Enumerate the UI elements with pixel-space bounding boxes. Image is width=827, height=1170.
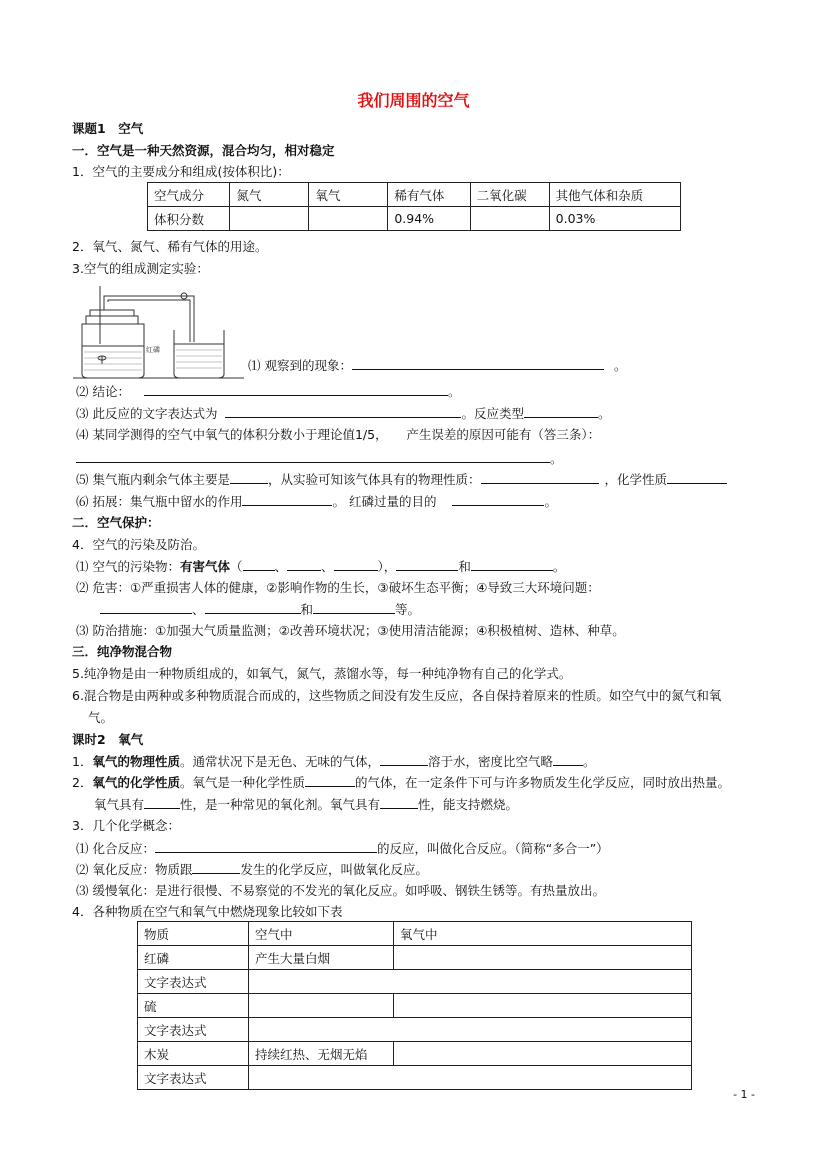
item-text: 氧气的化学性质: [92, 775, 180, 790]
item-3-expression: [76, 404, 611, 423]
table-cell: 其他气体和杂质: [549, 183, 680, 207]
section1-heading: 一．空气是一种天然资源，混合均匀，相对稳定: [72, 143, 335, 158]
item-text: 的气体，在一定条件下可与许多物质发生化学反应，同时放出热量。: [354, 775, 730, 790]
table-cell[interactable]: [249, 1018, 692, 1042]
table-cell[interactable]: [249, 994, 394, 1018]
table-row: [138, 1066, 692, 1090]
item-text: 性，是一种常见的氧化剂。氧气具有: [180, 797, 381, 812]
table-cell: 文字表达式: [138, 970, 249, 994]
oxygen-property-line: [94, 795, 518, 814]
table-cell[interactable]: [394, 994, 692, 1018]
item-text: 。: [583, 754, 596, 769]
item-text: 。反应类型: [461, 406, 524, 421]
table-cell: 氧气中: [394, 922, 692, 946]
table-cell: 0.94%: [388, 207, 470, 231]
table-cell[interactable]: [249, 1066, 692, 1090]
item-4-error: ⑷ 某同学测得的空气中氧气的体积分数小于理论值1/5， 产生误差的原因可能有（答三条）：: [76, 427, 601, 442]
item-text: 。氧气是一种化学性质: [179, 775, 305, 790]
answer-blank[interactable]: [524, 404, 598, 418]
item-text: ，从实验可知该气体具有的物理性质：: [267, 472, 481, 487]
page-title: 我们周围的空气: [357, 91, 470, 110]
combination-reaction-line: [76, 839, 609, 858]
table-cell: 持续红热、无烟无焰: [249, 1042, 394, 1066]
table-row: [148, 207, 681, 231]
item-text: 、: [321, 559, 334, 574]
answer-blank[interactable]: [471, 557, 553, 571]
harm-line: ⑵ 危害：①严重损害人体的健康，②影响作物的生长，③破坏生态平衡；④导致三大环境问题：: [76, 580, 600, 595]
item-text: 和: [458, 559, 471, 574]
pollutants-line: [76, 557, 565, 576]
table-cell[interactable]: [394, 1042, 692, 1066]
table-cell: 0.03%: [549, 207, 680, 231]
table-cell[interactable]: [249, 970, 692, 994]
table-row: [138, 922, 692, 946]
oxygen-physical-line: [72, 752, 596, 771]
prevention-line: ⑶ 防治措施：①加强大气质量监测；②改善环境状况；③使用清洁能源；④积极植树、造林、种草。: [76, 623, 625, 638]
red-phosphorus-label: 红磷: [146, 346, 160, 354]
answer-blank[interactable]: [100, 600, 192, 614]
table-cell: 物质: [138, 922, 249, 946]
answer-blank[interactable]: [287, 557, 321, 571]
item-text: ），: [377, 559, 397, 574]
item-text: ⑴ 空气的污染物：: [76, 559, 180, 574]
table-cell: 二氧化碳: [470, 183, 549, 207]
item-text: 。通常状况下是无色、无味的气体，: [179, 754, 380, 769]
lesson1-heading: 课题1 空气: [72, 121, 144, 136]
answer-blank[interactable]: [481, 470, 599, 484]
table-cell: 空气成分: [148, 183, 230, 207]
table-cell: 文字表达式: [138, 1066, 249, 1090]
item-text: 。 红磷过量的目的: [332, 494, 437, 509]
item-6-extension: [76, 492, 557, 511]
table-row: [148, 183, 681, 207]
item-text: 。: [613, 358, 627, 373]
question-5: 5.纯净物是由一种物质组成的，如氧气，氮气，蒸馏水等，每一种纯净物有自己的化学式。: [72, 666, 572, 681]
air-composition-table: [147, 182, 681, 231]
table-cell: 红磷: [138, 946, 249, 970]
item-text: （: [230, 559, 243, 574]
answer-blank[interactable]: [192, 860, 240, 874]
item-text: 。: [598, 406, 611, 421]
table-row: [138, 1042, 692, 1066]
item-text: 有害气体: [179, 559, 230, 574]
oxidation-reaction-line: [76, 860, 428, 879]
table-cell: 空气中: [249, 922, 394, 946]
answer-blank[interactable]: [305, 773, 355, 787]
table-row: [138, 1018, 692, 1042]
answer-blank[interactable]: [380, 752, 428, 766]
question-1: 1．空气的主要成分和组成(按体积比)：: [72, 164, 290, 179]
answer-blank[interactable]: [230, 470, 268, 484]
table-row: [138, 946, 692, 970]
item-text: 。: [447, 384, 461, 399]
answer-blank[interactable]: [242, 492, 332, 506]
combustion-table: [137, 921, 692, 1090]
question-4: 4．空气的污染及防治。: [72, 537, 205, 552]
table-row: [138, 970, 692, 994]
answer-blank[interactable]: [76, 449, 550, 463]
item-text: 氧气具有: [94, 797, 145, 812]
section2-heading: 二．空气保护：: [72, 515, 160, 530]
table-cell: 稀有气体: [388, 183, 470, 207]
answer-blank[interactable]: [667, 470, 727, 484]
answer-blank[interactable]: [380, 795, 418, 809]
item-text: ⑸ 集气瓶内剩余气体主要是: [76, 472, 230, 487]
answer-blank[interactable]: [205, 600, 301, 614]
item-text: 、: [192, 602, 205, 617]
item-text: 。: [544, 494, 557, 509]
table-cell[interactable]: [394, 946, 692, 970]
item-text: 溶于水，密度比空气略: [427, 754, 553, 769]
item-text: ⑵ 结论：: [76, 384, 130, 399]
table-cell[interactable]: [470, 207, 549, 231]
item-text: 。: [550, 451, 563, 466]
question-6-continued: 气。: [88, 710, 114, 725]
answer-blank[interactable]: [396, 557, 458, 571]
item-4-answer: [76, 449, 563, 468]
item-text: ⑴ 化合反应：: [76, 841, 155, 856]
harm-blanks-line: [100, 600, 420, 619]
table-cell: 产生大量白烟: [249, 946, 394, 970]
table-cell[interactable]: [309, 207, 388, 231]
item-text: ⑵ 氧化反应：物质跟: [76, 862, 193, 877]
item-text: 1．: [72, 754, 93, 769]
answer-blank[interactable]: [225, 404, 461, 418]
table-cell[interactable]: [230, 207, 309, 231]
answer-blank[interactable]: [553, 752, 583, 766]
table-cell: 文字表达式: [138, 1018, 249, 1042]
question-2: 2．氧气、氮气、稀有气体的用途。: [72, 239, 268, 254]
table-cell: 氧气: [309, 183, 388, 207]
item-2-conclusion: [76, 382, 461, 401]
item-text: ⑶ 此反应的文字表达式为: [76, 406, 218, 421]
table-cell: 木炭: [138, 1042, 249, 1066]
page-number: - 1 -: [733, 1088, 755, 1101]
table-row: [138, 994, 692, 1018]
item-text: 。: [552, 559, 566, 574]
item-text: ，化学性质: [604, 472, 668, 487]
item-text: 和: [300, 602, 314, 617]
item-text: 等。: [395, 602, 421, 617]
lesson2-heading: 课时2 氧气: [72, 732, 144, 747]
item-text: 、: [274, 559, 288, 574]
answer-blank[interactable]: [334, 557, 378, 571]
section3-heading: 三．纯净物混合物: [72, 644, 173, 659]
answer-blank[interactable]: [352, 356, 604, 370]
answer-blank[interactable]: [452, 492, 544, 506]
item-text: ⑴ 观察到的现象：: [248, 358, 352, 373]
item-text: 发生的化学反应，叫做氧化反应。: [240, 862, 428, 877]
answer-blank[interactable]: [144, 382, 448, 396]
answer-blank[interactable]: [144, 795, 180, 809]
item-1-observation: [248, 356, 627, 375]
question-3: 3.空气的组成测定实验：: [72, 261, 209, 276]
item-text: 的反应，叫做化合反应。（简称“多合一”）: [376, 841, 609, 856]
question-6: 6.混合物是由两种或多种物质混合而成的，这些物质之间没有发生反应，各自保持着原来的性质。如空气中的氮气和氧: [72, 688, 722, 703]
answer-blank[interactable]: [313, 600, 395, 614]
answer-blank[interactable]: [155, 839, 377, 853]
answer-blank[interactable]: [243, 557, 275, 571]
experiment-apparatus-figure: [72, 282, 248, 380]
table-cell: 氮气: [230, 183, 309, 207]
table-cell: 体积分数: [148, 207, 230, 231]
combustion-table-caption: 4．各种物质在空气和氧气中燃烧现象比较如下表: [72, 904, 343, 919]
item-text: 2．: [72, 775, 93, 790]
concepts-heading: 3．几个化学概念：: [72, 818, 180, 833]
item-text: 性，能支持燃烧。: [418, 797, 519, 812]
item-5-remaining-gas: [76, 470, 727, 489]
item-text: ⑹ 拓展：集气瓶中留水的作用: [76, 494, 243, 509]
item-text: 氧气的物理性质: [92, 754, 180, 769]
slow-oxidation-line: ⑶ 缓慢氧化：是进行很慢、不易察觉的不发光的氧化反应。如呼吸、钢铁生锈等。有热量放出。: [76, 883, 605, 898]
oxygen-chemical-line: [72, 773, 730, 792]
table-cell: 硫: [138, 994, 249, 1018]
